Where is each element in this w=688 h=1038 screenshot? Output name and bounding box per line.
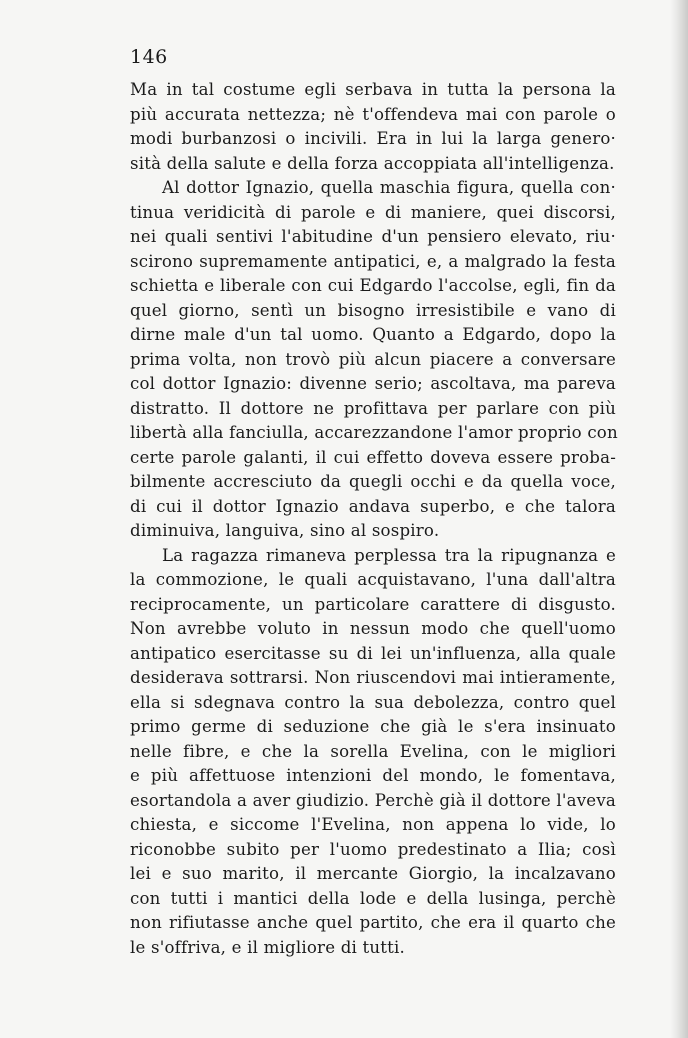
text-line: prima volta, non trovò più alcun piacere a conversare	[130, 349, 616, 369]
text-line: nelle fibre, e che la sorella Evelina, con le migliori	[130, 741, 616, 761]
text-line: Ma in tal costume egli serbava in tutta la persona la	[130, 80, 616, 99]
text-line: primo germe di seduzione che già le s'era insinuato	[130, 717, 616, 736]
text-line: riconobbe subito per l'uomo predestinato a Ilia; così	[130, 839, 616, 859]
text-line: quel giorno, sentì un bisogno irresistibile e vano di	[130, 300, 616, 320]
text-line: la commozione, le quali acquistavano, l'una dall'altra	[130, 570, 616, 589]
text-line: scirono supremamente antipatici, e, a malgrado la festa	[130, 251, 616, 271]
page-edge-shadow	[670, 0, 688, 1038]
text-line: distratto. Il dottore ne profittava per parlare con più	[130, 398, 616, 418]
page-number: 146	[130, 46, 168, 68]
text-line: Non avrebbe voluto in nessun modo che quell'uomo	[130, 619, 616, 638]
text-line: desiderava sottrarsi. Non riuscendovi mai intieramente,	[130, 668, 616, 687]
text-line: diminuiva, languiva, sino al sospiro.	[130, 521, 440, 540]
text-line: tinua veridicità di parole e di maniere, quei discorsi,	[130, 202, 616, 222]
text-line: sità della salute e della forza accoppiata all'intelligenza.	[130, 153, 615, 173]
text-line: La ragazza rimaneva perplessa tra la ripugnanza e	[162, 545, 616, 565]
text-line: dirne male d'un tal uomo. Quanto a Edgardo, dopo la	[130, 325, 616, 344]
text-line: ella si sdegnava contro la sua debolezza, contro quel	[130, 692, 616, 712]
text-line: bilmente accresciuto da quegli occhi e da quella voce,	[130, 472, 616, 491]
text-line: di cui il dottor Ignazio andava superbo, e che talora	[130, 496, 616, 516]
text-line: Al dottor Ignazio, quella maschia figura, quella con·	[162, 178, 616, 197]
body-text	[130, 78, 616, 960]
text-line: con tutti i mantici della lode e della lusinga, perchè	[130, 888, 616, 908]
text-line: e più affettuose intenzioni del mondo, le fomentava,	[130, 766, 616, 785]
text-line: nei quali sentivi l'abitudine d'un pensiero elevato, riu·	[130, 227, 616, 246]
text-line: le s'offriva, e il migliore di tutti.	[130, 937, 405, 957]
text-line: certe parole galanti, il cui effetto doveva essere proba-	[130, 447, 616, 467]
text-line: antipatico esercitasse su di lei un'influenza, alla quale	[130, 643, 616, 663]
text-line: più accurata nettezza; nè t'offendeva mai con parole o	[130, 104, 616, 124]
text-line: libertà alla fanciulla, accarezzandone l'amor proprio con	[130, 423, 618, 442]
text-line: reciprocamente, un particolare carattere di disgusto.	[130, 594, 616, 614]
text-line: schietta e liberale con cui Edgardo l'accolse, egli, fin da	[130, 276, 616, 295]
text-line: col dottor Ignazio: divenne serio; ascoltava, ma pareva	[130, 374, 616, 393]
text-line: non rifiutasse anche quel partito, che era il quarto che	[130, 913, 616, 932]
text-line: esortandola a aver giudizio. Perchè già il dottore l'aveva	[130, 790, 616, 810]
text-line: lei e suo marito, il mercante Giorgio, la incalzavano	[130, 864, 616, 883]
text-line: modi burbanzosi o incivili. Era in lui la larga genero·	[130, 129, 616, 148]
text-line: chiesta, e siccome l'Evelina, non appena lo vide, lo	[130, 815, 616, 834]
